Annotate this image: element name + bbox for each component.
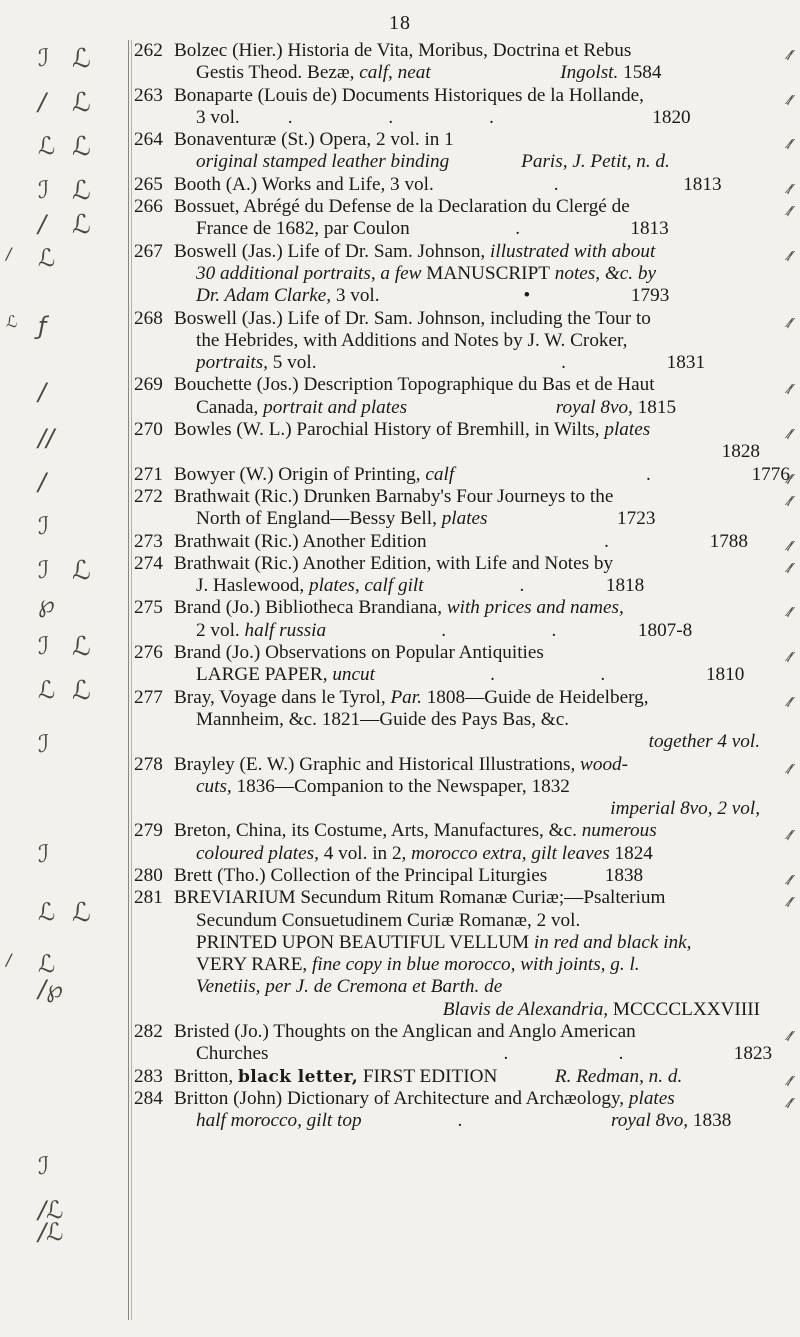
catalogue-entry-266 bbox=[134, 196, 790, 241]
lot-number: 270 bbox=[134, 419, 163, 441]
entry-text: BREVIARIUM Secundum Ritum Romanæ Curiæ;—Psalterium bbox=[174, 887, 666, 909]
entry-line: PRINTED UPON BEAUTIFUL VELLUM in red and black ink, bbox=[196, 931, 692, 953]
catalogue-entry-277 bbox=[134, 687, 790, 754]
entry-line: Canada, portrait and plates royal 8vo, 1815 bbox=[196, 396, 677, 418]
entry-line: original stamped leather binding Paris, J. Petit, n. d. bbox=[196, 151, 670, 173]
lot-number: 281 bbox=[134, 887, 163, 909]
lot-number: 263 bbox=[134, 84, 163, 106]
pencil-mark-icon: ℒ bbox=[72, 898, 91, 928]
pencil-mark-icon: ℒ bbox=[72, 556, 91, 586]
pencil-mark-icon: ℒ bbox=[72, 44, 91, 74]
pencil-mark-icon: ℐ bbox=[38, 840, 50, 868]
entry-line: Bowyer (W.) Origin of Printing, calf . 1776 bbox=[174, 463, 790, 485]
entry-line: France de 1682, par Coulon . 1813 bbox=[196, 218, 669, 240]
pencil-mark-icon: / bbox=[38, 88, 47, 116]
entry-text: Bolzec (Hier.) Historia de Vita, Moribus, Doctrina et Rebus bbox=[174, 40, 632, 61]
catalogue-entry-280 bbox=[134, 865, 790, 887]
lot-number: 268 bbox=[134, 307, 163, 329]
entry-line: Gestis Theod. Bezæ, calf, neat Ingolst. 1584 bbox=[196, 62, 662, 84]
catalogue-entry-265 bbox=[134, 174, 790, 196]
pencil-mark-icon: ℒ bbox=[72, 176, 91, 206]
pencil-mark-icon: ℐ bbox=[38, 730, 50, 758]
pencil-annotation-icon bbox=[788, 691, 790, 713]
catalogue-entry-275 bbox=[134, 597, 790, 642]
lot-number: 273 bbox=[134, 530, 163, 552]
catalogue-entry-264 bbox=[134, 129, 790, 174]
pencil-annotation-icon bbox=[788, 557, 790, 579]
entry-date: 1828 bbox=[721, 441, 760, 463]
pencil-annotation-icon bbox=[788, 758, 790, 780]
entry-format: imperial 8vo, 2 vol, bbox=[610, 798, 760, 820]
entry-line: 30 additional portraits, a few MANUSCRIPT notes, &c. by bbox=[196, 262, 657, 284]
catalogue-entry-270 bbox=[134, 419, 790, 464]
pencil-mark-icon: ℐ bbox=[38, 512, 50, 540]
entry-text: Venetiis, per J. de Cremona et Barth. de bbox=[196, 976, 503, 998]
pencil-mark-icon: // bbox=[38, 424, 55, 452]
lot-number: 279 bbox=[134, 820, 163, 842]
catalogue-entry-269 bbox=[134, 374, 790, 419]
pencil-mark-icon: ℒ bbox=[6, 312, 18, 331]
catalogue-entry-284 bbox=[134, 1088, 790, 1133]
pencil-annotation-icon bbox=[788, 1092, 790, 1114]
entry-line: coloured plates, 4 vol. in 2, morocco extra, gilt leaves 1824 bbox=[196, 842, 653, 864]
pencil-mark-icon: ℐ bbox=[38, 44, 50, 72]
entry-line: Brand (Jo.) Bibliotheca Brandiana, with prices and names, bbox=[174, 597, 624, 619]
pencil-mark-icon: /ℒ bbox=[38, 1196, 64, 1224]
entry-line: Blavis de Alexandria, MCCCCLXXVIIII bbox=[442, 998, 760, 1020]
entry-line: Brathwait (Ric.) Another Edition . 1788 bbox=[174, 530, 748, 552]
pencil-annotation-icon bbox=[788, 601, 790, 623]
catalogue-entry-262 bbox=[134, 40, 790, 85]
lot-number: 275 bbox=[134, 597, 163, 619]
pencil-mark-icon: ℘ bbox=[38, 590, 55, 618]
entry-line: J. Haslewood, plates, calf gilt . 1818 bbox=[196, 575, 645, 597]
entry-line: half morocco, gilt top . royal 8vo, 1838 bbox=[196, 1110, 732, 1132]
pencil-annotation-icon bbox=[788, 44, 790, 66]
entry-line: Britton, black letter, FIRST EDITION R. Redman, n. d. bbox=[174, 1065, 683, 1087]
entry-text: Mannheim, &c. 1821—Guide des Pays Bas, &c. bbox=[196, 708, 570, 730]
pencil-annotation-icon bbox=[788, 824, 790, 846]
pencil-mark-icon: /℘ bbox=[38, 975, 63, 1003]
pencil-mark-icon: ℐ bbox=[38, 1152, 50, 1180]
catalogue-entry-283 bbox=[134, 1066, 790, 1088]
pencil-mark-icon: ℐ bbox=[38, 632, 50, 660]
entry-text: the Hebrides, with Additions and Notes by J. W. Croker, bbox=[196, 329, 628, 351]
pencil-annotation-icon bbox=[788, 245, 790, 267]
pencil-mark-icon: /ℒ bbox=[38, 1218, 64, 1246]
entry-line: LARGE PAPER, uncut . . 1810 bbox=[196, 664, 745, 686]
lot-number: 262 bbox=[134, 40, 163, 61]
lot-number: 266 bbox=[134, 196, 163, 218]
entry-line: Dr. Adam Clarke, 3 vol. • 1793 bbox=[196, 285, 670, 307]
catalogue-entry-272 bbox=[134, 486, 790, 531]
entry-line: Boswell (Jas.) Life of Dr. Sam. Johnson, illustrated with about bbox=[174, 240, 656, 262]
pencil-mark-icon: ℒ bbox=[38, 950, 56, 978]
catalogue-entry-279 bbox=[134, 820, 790, 865]
entry-line: Brayley (E. W.) Graphic and Historical Illustrations, wood- bbox=[174, 753, 629, 775]
pencil-mark-icon: / bbox=[38, 468, 47, 496]
lot-number: 276 bbox=[134, 642, 163, 664]
catalogue-entry-271 bbox=[134, 464, 790, 486]
pencil-mark-icon: ℒ bbox=[38, 676, 56, 704]
pencil-mark-icon: ℒ bbox=[38, 898, 56, 926]
pencil-annotation-icon bbox=[788, 133, 790, 155]
entry-line: Breton, China, its Costume, Arts, Manufactures, &c. numerous bbox=[174, 820, 657, 842]
entry-line: Bray, Voyage dans le Tyrol, Par. 1808—Guide de Heidelberg, bbox=[174, 686, 649, 708]
catalogue-entry-273 bbox=[134, 531, 790, 553]
catalogue-entry-274 bbox=[134, 553, 790, 598]
pencil-mark-icon: ℒ bbox=[72, 88, 91, 118]
catalogue-page bbox=[134, 40, 790, 1133]
catalogue-entry-278 bbox=[134, 754, 790, 821]
pencil-mark-icon: ℐ bbox=[38, 556, 50, 584]
pencil-mark-icon: ℒ bbox=[38, 132, 56, 160]
pencil-annotation-icon bbox=[788, 423, 790, 445]
pencil-mark-icon: / bbox=[38, 378, 47, 406]
catalogue-entry-267 bbox=[134, 241, 790, 308]
lot-number: 282 bbox=[134, 1021, 163, 1043]
pencil-mark-icon: ℒ bbox=[38, 244, 56, 272]
entry-line: North of England—Bessy Bell, plates 1723 bbox=[196, 508, 656, 530]
entry-line: VERY RARE, fine copy in blue morocco, with joints, g. l. bbox=[196, 954, 640, 976]
margin-rule-inner bbox=[131, 40, 132, 1320]
pencil-annotation-icon bbox=[788, 646, 790, 668]
catalogue-entry-281 bbox=[134, 887, 790, 1021]
entry-text: Bouchette (Jos.) Description Topographique du Bas et de Haut bbox=[174, 374, 655, 396]
entry-text: Brathwait (Ric.) Another Edition, with Life and Notes by bbox=[174, 552, 614, 574]
lot-number: 283 bbox=[134, 1065, 163, 1087]
entry-text: Bristed (Jo.) Thoughts on the Anglican and Anglo American bbox=[174, 1021, 636, 1043]
entry-text: Brand (Jo.) Observations on Popular Antiquities bbox=[174, 642, 544, 664]
lot-number: 267 bbox=[134, 240, 163, 262]
lot-number: 264 bbox=[134, 129, 163, 151]
entry-line: cuts, 1836—Companion to the Newspaper, 1832 bbox=[196, 775, 570, 797]
catalogue-entry-263 bbox=[134, 85, 790, 130]
pencil-annotation-icon bbox=[788, 200, 790, 222]
entry-line: Bowles (W. L.) Parochial History of Bremhill, in Wilts, plates bbox=[174, 419, 651, 441]
pencil-annotation-icon bbox=[788, 891, 790, 913]
pencil-annotation-icon bbox=[788, 490, 790, 512]
lot-number: 272 bbox=[134, 485, 163, 507]
lot-number: 274 bbox=[134, 552, 163, 574]
lot-number: 278 bbox=[134, 753, 163, 775]
pencil-mark-icon: ℒ bbox=[72, 676, 91, 706]
entry-line: Britton (John) Dictionary of Architecture and Archæology, plates bbox=[174, 1087, 675, 1109]
pencil-annotation-icon bbox=[788, 312, 790, 334]
pencil-mark-icon: ℒ bbox=[72, 210, 91, 240]
catalogue-entry-276 bbox=[134, 642, 790, 687]
lot-number: 277 bbox=[134, 686, 163, 708]
handwritten-margin-marks bbox=[0, 0, 126, 1337]
pencil-mark-icon: ℒ bbox=[72, 632, 91, 662]
entry-line: 2 vol. half russia . . 1807-8 bbox=[196, 619, 693, 641]
lot-number: 280 bbox=[134, 864, 163, 886]
entry-line: Churches . . 1823 bbox=[196, 1043, 773, 1065]
pencil-mark-icon: / bbox=[6, 950, 12, 969]
entry-text: Boswell (Jas.) Life of Dr. Sam. Johnson, including the Tour to bbox=[174, 307, 651, 329]
lot-number: 269 bbox=[134, 374, 163, 396]
entry-text: Bonaparte (Louis de) Documents Historiques de la Hollande, bbox=[174, 84, 644, 106]
entry-line: portraits, 5 vol. . 1831 bbox=[196, 352, 706, 374]
pencil-mark-icon: ℐ bbox=[38, 176, 50, 204]
catalogue-entry-268 bbox=[134, 308, 790, 375]
entry-line: 3 vol. . . . 1820 bbox=[196, 106, 691, 128]
pencil-annotation-icon bbox=[788, 1025, 790, 1047]
entry-text: Secundum Consuetudinem Curiæ Romanæ, 2 vol. bbox=[196, 909, 581, 931]
page-number: 18 bbox=[389, 12, 411, 34]
pencil-mark-icon: ℒ bbox=[72, 132, 91, 162]
catalogue-entry-282 bbox=[134, 1021, 790, 1066]
lot-number: 271 bbox=[134, 463, 163, 485]
entry-format: together 4 vol. bbox=[648, 731, 760, 753]
pencil-mark-icon: / bbox=[38, 210, 47, 238]
entry-text: Bonaventuræ (St.) Opera, 2 vol. in 1 bbox=[174, 129, 454, 151]
margin-rule bbox=[128, 40, 129, 1320]
lot-number: 284 bbox=[134, 1087, 163, 1109]
entry-text: Bossuet, Abrégé du Defense de la Declaration du Clergé de bbox=[174, 196, 630, 218]
pencil-mark-icon: ƒ bbox=[38, 312, 47, 340]
pencil-mark-icon: / bbox=[6, 244, 12, 263]
lot-number: 265 bbox=[134, 173, 163, 195]
entry-line: Brett (Tho.) Collection of the Principal Liturgies 1838 bbox=[174, 864, 644, 886]
pencil-annotation-icon bbox=[788, 378, 790, 400]
entry-text: Brathwait (Ric.) Drunken Barnaby's Four Journeys to the bbox=[174, 485, 614, 507]
pencil-annotation-icon bbox=[788, 89, 790, 111]
entry-line: Booth (A.) Works and Life, 3 vol. . 1813 bbox=[174, 173, 722, 195]
